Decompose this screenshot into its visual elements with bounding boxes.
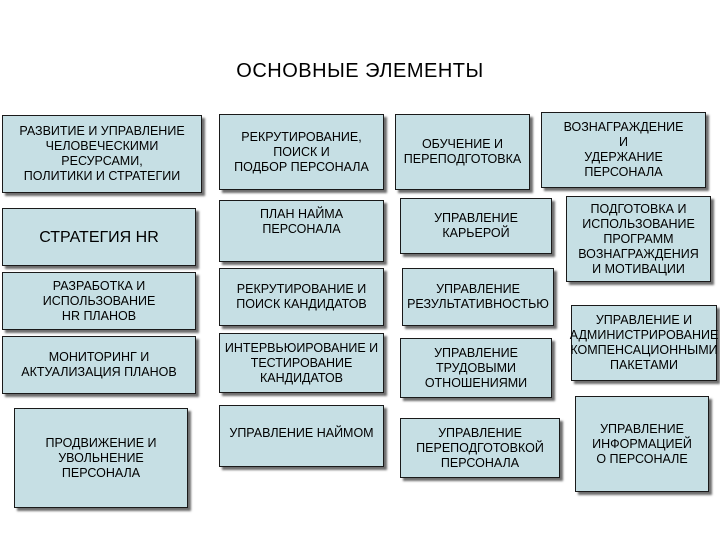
box-label: ИНТЕРВЬЮИРОВАНИЕ И ТЕСТИРОВАНИЕ КАНДИДАТОВ — [224, 340, 379, 385]
box-label: ОБУЧЕНИЕ И ПЕРЕПОДГОТОВКА — [403, 137, 522, 166]
box-label: УПРАВЛЕНИЕ ТРУДОВЫМИ ОТНОШЕНИЯМИ — [424, 345, 528, 390]
box-performance-management — [402, 268, 554, 326]
box-label: ПРОДВИЖЕНИЕ И УВОЛЬНЕНИЕ ПЕРСОНАЛА — [45, 435, 157, 480]
box-training — [395, 114, 530, 190]
box-interviewing — [219, 333, 384, 393]
box-hiring-plan — [219, 200, 384, 262]
box-hr-strategy — [2, 208, 196, 266]
box-label: УПРАВЛЕНИЕ ПЕРЕПОДГОТОВКОЙ ПЕРСОНАЛА — [416, 425, 544, 470]
box-promotion-dismissal — [14, 408, 188, 508]
box-retraining-management — [400, 418, 560, 478]
box-reward-programs — [566, 196, 711, 282]
box-career-management — [400, 198, 552, 254]
box-label: ПОДГОТОВКА И ИСПОЛЬЗОВАНИЕ ПРОГРАММ ВОЗНАГРАЖДЕНИЯ И МОТИВАЦИИ — [578, 201, 699, 276]
box-recruitment — [219, 114, 384, 190]
box-label: СТРАТЕГИЯ HR — [39, 228, 159, 246]
box-labor-relations — [400, 338, 552, 398]
box-personnel-information — [575, 396, 709, 492]
box-label: УПРАВЛЕНИЕ РЕЗУЛЬТАТИВНОСТЬЮ — [407, 282, 549, 311]
box-compensation-packages — [571, 305, 717, 381]
box-label: РАЗРАБОТКА И ИСПОЛЬЗОВАНИЕ HR ПЛАНОВ — [42, 278, 156, 323]
box-hiring-management — [219, 405, 384, 467]
diagram-title: ОСНОВНЫЕ ЭЛЕМЕНТЫ — [236, 60, 484, 82]
box-label: МОНИТОРИНГ И АКТУАЛИЗАЦИЯ ПЛАНОВ — [21, 350, 177, 379]
box-label: РЕКРУТИРОВАНИЕ И ПОИСК КАНДИДАТОВ — [236, 282, 367, 311]
box-hr-plans — [2, 272, 196, 330]
box-compensation-retention — [541, 112, 706, 188]
box-label: РЕКРУТИРОВАНИЕ, ПОИСК И ПОДБОР ПЕРСОНАЛА — [234, 129, 369, 174]
box-label: УПРАВЛЕНИЕ ИНФОРМАЦИЕЙ О ПЕРСОНАЛЕ — [592, 421, 692, 466]
box-label: УПРАВЛЕНИЕ КАРЬЕРОЙ — [434, 211, 518, 240]
box-label: РАЗВИТИЕ И УПРАВЛЕНИЕ ЧЕЛОВЕЧЕСКИМИ РЕСУРСАМИ, ПОЛИТИКИ И СТРАТЕГИИ — [19, 124, 185, 183]
box-candidate-search — [219, 268, 384, 326]
box-hr-development — [2, 115, 202, 193]
box-label: ПЛАН НАЙМА ПЕРСОНАЛА — [259, 207, 344, 236]
box-plan-monitoring — [2, 336, 196, 394]
box-label: УПРАВЛЕНИЕ И АДМИНИСТРИРОВАНИЕ КОМПЕНСАЦИОННЫМИ ПАКЕТАМИ — [569, 313, 719, 372]
box-label: УПРАВЛЕНИЕ НАЙМОМ — [229, 426, 374, 440]
box-label: ВОЗНАГРАЖДЕНИЕ И УДЕРЖАНИЕ ПЕРСОНАЛА — [563, 120, 684, 179]
